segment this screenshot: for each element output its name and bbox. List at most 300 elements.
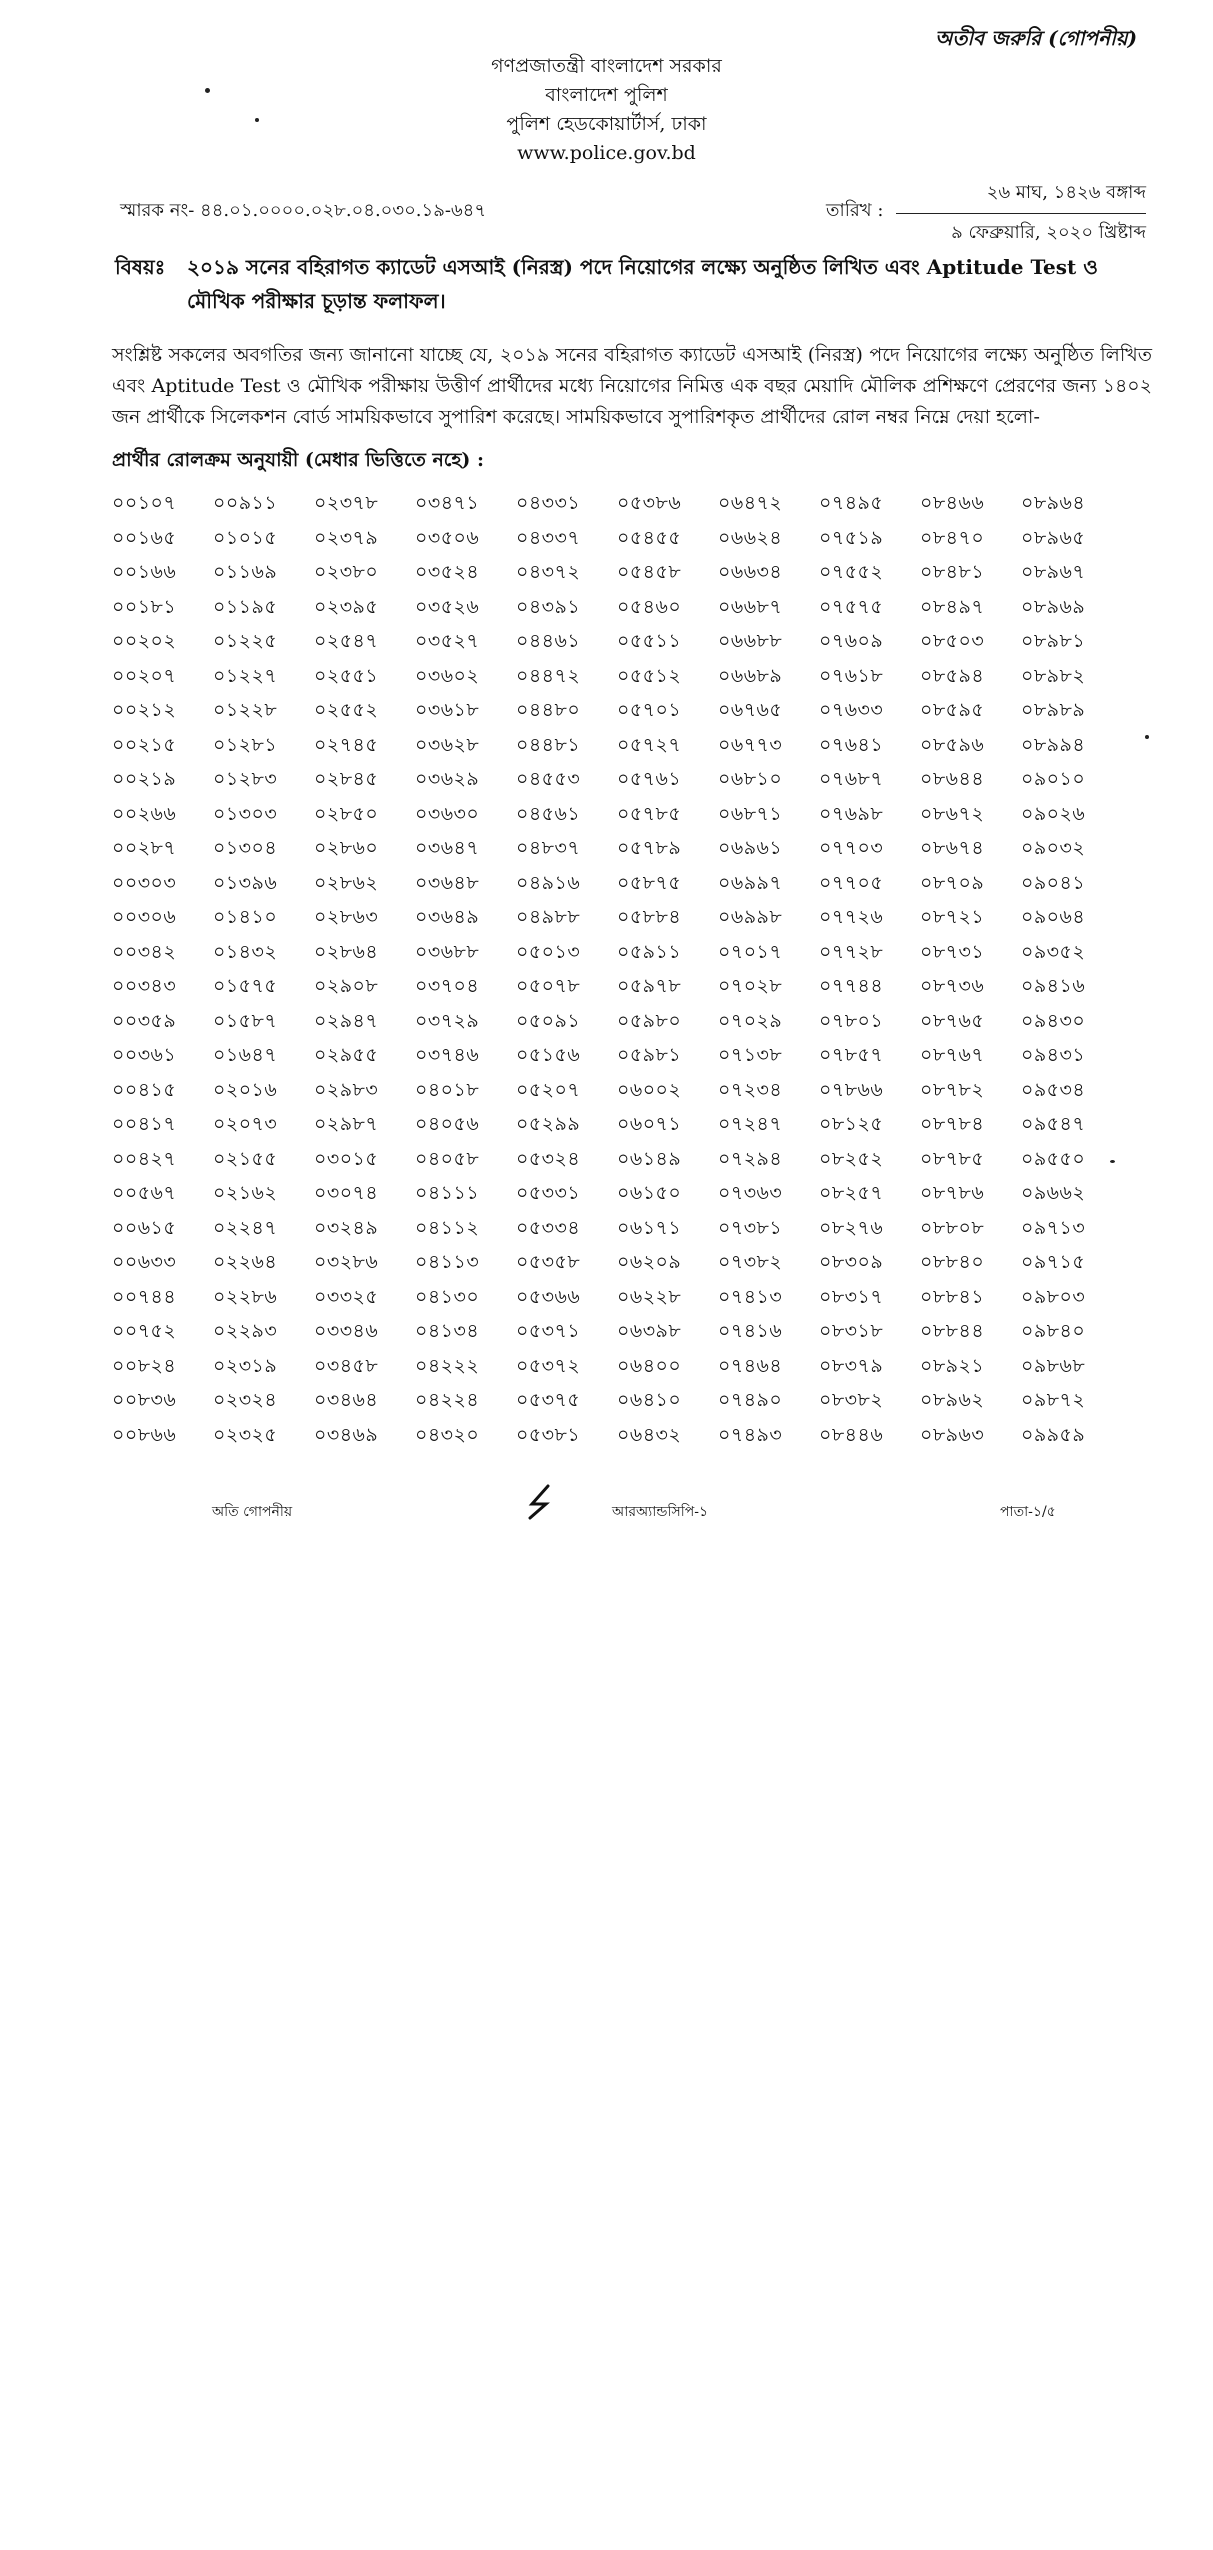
roll-number: ০০৩০৬	[112, 906, 177, 929]
roll-number: ০৩৭৪৬	[415, 1044, 480, 1067]
roll-number: ০২৯৫৫	[314, 1044, 379, 1067]
roll-number: ০৭৭০৫	[819, 871, 884, 894]
roll-number: ০৯০৬৪	[1021, 906, 1086, 929]
roll-number: ০৮৯৬৩	[920, 1423, 985, 1446]
roll-number: ০২২৪৭	[213, 1216, 278, 1239]
roll-number: ০৬২০৯	[617, 1251, 682, 1274]
roll-row	[112, 1144, 1122, 1179]
roll-number: ০২৮৬২	[314, 871, 379, 894]
roll-number: ০৩৫২৬	[415, 595, 480, 618]
roll-number: ০৯৩৫২	[1021, 940, 1086, 963]
roll-number: ০৭০১৭	[718, 940, 783, 963]
roll-number: ০৩৬৪৭	[415, 837, 480, 860]
roll-number: ০৪৯১৬	[516, 871, 581, 894]
roll-number: ০৫৩৮৬	[617, 492, 682, 515]
roll-number: ০৫৯৮০	[617, 1009, 682, 1032]
roll-number: ০৪৩২০	[415, 1423, 480, 1446]
roll-row	[112, 868, 1122, 903]
roll-number: ০৮৭৮৬	[920, 1182, 985, 1205]
roll-number: ০২৯৪৭	[314, 1009, 379, 1032]
scan-speck	[205, 88, 210, 93]
roll-number: ০৯৪১৬	[1021, 975, 1086, 998]
roll-row	[112, 1420, 1122, 1455]
roll-number: ০৪০৫৬	[415, 1113, 480, 1136]
scan-speck	[255, 118, 259, 122]
roll-row	[112, 1006, 1122, 1041]
roll-number: ০২৫৪৭	[314, 630, 379, 653]
roll-number: ০০২১৫	[112, 733, 177, 756]
classification-top: অতীব জরুরি (গোপনীয়)	[935, 26, 1138, 50]
roll-number: ০৬৮৭১	[718, 802, 783, 825]
roll-row	[112, 1075, 1122, 1110]
roll-number: ০০৮২৪	[112, 1354, 177, 1377]
roll-number: ০৭৩৮১	[718, 1216, 783, 1239]
roll-number: ০০৩৪২	[112, 940, 177, 963]
roll-number: ০৬১৫০	[617, 1182, 682, 1205]
roll-number: ০৪৩৭২	[516, 561, 581, 584]
roll-row	[112, 626, 1122, 661]
roll-number: ০৯৪৩০	[1021, 1009, 1086, 1032]
roll-number: ০৮৬৭২	[920, 802, 985, 825]
roll-number: ০৭৫৫২	[819, 561, 884, 584]
roll-row	[112, 1040, 1122, 1075]
roll-row	[112, 937, 1122, 972]
roll-number: ০৮৯৬২	[920, 1389, 985, 1412]
roll-number: ০৫৩৭২	[516, 1354, 581, 1377]
roll-number: ০২২৬৪	[213, 1251, 278, 1274]
roll-number: ০৮৫৯৬	[920, 733, 985, 756]
roll-number: ০৮৯৯৪	[1021, 733, 1086, 756]
roll-number: ০৬৪১০	[617, 1389, 682, 1412]
roll-number: ০৫০১৩	[516, 940, 581, 963]
scan-speck	[1110, 1160, 1115, 1163]
roll-number: ০৭৭২৬	[819, 906, 884, 929]
footer-section-code: আরঅ্যান্ডসিপি-১	[612, 1504, 709, 1520]
roll-number: ০৫৭৬১	[617, 768, 682, 791]
roll-number: ০৪৫৫৩	[516, 768, 581, 791]
footer-classification: অতি গোপনীয়	[212, 1504, 293, 1520]
roll-number: ০৩৫২৪	[415, 561, 480, 584]
roll-number: ০৯৫৫০	[1021, 1147, 1086, 1170]
roll-number: ০৪৩৯১	[516, 595, 581, 618]
roll-row	[112, 1316, 1122, 1351]
roll-number: ০৮৩৭৯	[819, 1354, 884, 1377]
roll-number: ০৬৪০০	[617, 1354, 682, 1377]
roll-number: ০৭৪১৩	[718, 1285, 783, 1308]
roll-number: ০৭৫১৯	[819, 526, 884, 549]
roll-row	[112, 833, 1122, 868]
roll-number: ০২৮৪৫	[314, 768, 379, 791]
roll-number: ০০৪১৫	[112, 1078, 177, 1101]
roll-number: ০৭২৩৪	[718, 1078, 783, 1101]
roll-number: ০৮৪৬৬	[920, 492, 985, 515]
roll-number: ০৪২২৪	[415, 1389, 480, 1412]
roll-number: ০২৩৭৯	[314, 526, 379, 549]
roll-number: ০৫৩৭১	[516, 1320, 581, 1343]
roll-number: ০৫৪৫৮	[617, 561, 682, 584]
roll-number: ০৫৩৫৮	[516, 1251, 581, 1274]
subject-label: বিষয়ঃ	[115, 255, 166, 279]
roll-row	[112, 1109, 1122, 1144]
roll-number: ০৭৬৮৭	[819, 768, 884, 791]
roll-number: ০৭৭২৮	[819, 940, 884, 963]
roll-number: ০৭৮০১	[819, 1009, 884, 1032]
roll-number: ০৯৭১৫	[1021, 1251, 1086, 1274]
roll-number: ০০২৬৬	[112, 802, 177, 825]
roll-number: ০৩৬৮৮	[415, 940, 480, 963]
roll-number: ০৬৬৮৭	[718, 595, 783, 618]
roll-number: ০৮৮৪০	[920, 1251, 985, 1274]
roll-number: ০৯৮০৩	[1021, 1285, 1086, 1308]
roll-number: ০৪৪৮০	[516, 699, 581, 722]
office-name: পুলিশ হেডকোয়ার্টার্স, ঢাকা	[506, 113, 707, 135]
roll-number: ০৩৫২৭	[415, 630, 480, 653]
roll-number: ০৮৮৪৪	[920, 1320, 985, 1343]
roll-number: ০৪১১১	[415, 1182, 480, 1205]
roll-number: ০৮৫৯৪	[920, 664, 985, 687]
roll-number: ০৬৮১০	[718, 768, 783, 791]
roll-number: ০২৭৪৫	[314, 733, 379, 756]
roll-number: ০০১৬৫	[112, 526, 177, 549]
roll-number: ০৩৬৩০	[415, 802, 480, 825]
roll-number: ০৩০৭৪	[314, 1182, 379, 1205]
letterhead	[0, 52, 1213, 168]
roll-number: ০৩২৮৬	[314, 1251, 379, 1274]
roll-number: ০৪১৩৪	[415, 1320, 480, 1343]
roll-number: ০৬৬৩৪	[718, 561, 783, 584]
roll-number: ০৫৭২৭	[617, 733, 682, 756]
roll-number: ০০৯১১	[213, 492, 278, 515]
roll-number: ০৪০৫৮	[415, 1147, 480, 1170]
government-name: গণপ্রজাতন্ত্রী বাংলাদেশ সরকার	[491, 55, 722, 77]
roll-number: ০২৯৮৭	[314, 1113, 379, 1136]
roll-number: ০২১৬২	[213, 1182, 278, 1205]
roll-number: ০২৮৫০	[314, 802, 379, 825]
roll-number: ০৭৭৪৪	[819, 975, 884, 998]
roll-number: ০০৬১৫	[112, 1216, 177, 1239]
roll-number: ০৫৮৭৫	[617, 871, 682, 894]
roll-number: ০৫৭৮৯	[617, 837, 682, 860]
roll-number: ০৬৯৯৭	[718, 871, 783, 894]
roll-number: ০৯০২৬	[1021, 802, 1086, 825]
roll-number: ০৮৭২১	[920, 906, 985, 929]
roll-row	[112, 1385, 1122, 1420]
roll-row	[112, 1178, 1122, 1213]
roll-number: ০৭৬৪১	[819, 733, 884, 756]
roll-number: ০২৫৫২	[314, 699, 379, 722]
roll-number: ০৩৬১৮	[415, 699, 480, 722]
roll-row	[112, 488, 1122, 523]
roll-number: ০১০১৫	[213, 526, 278, 549]
roll-number: ০১২৮১	[213, 733, 278, 756]
roll-number: ০০৪১৭	[112, 1113, 177, 1136]
roll-number: ০১৫৭৫	[213, 975, 278, 998]
roll-number: ০১৩০৪	[213, 837, 278, 860]
roll-number: ০৮৯৮১	[1021, 630, 1086, 653]
roll-number: ০৯০১০	[1021, 768, 1086, 791]
roll-number: ০৩৪৬৯	[314, 1423, 379, 1446]
roll-number: ০৮৯৮২	[1021, 664, 1086, 687]
roll-number: ০৪২২২	[415, 1354, 480, 1377]
roll-number: ০০১০৭	[112, 492, 177, 515]
roll-number: ০৬২২৮	[617, 1285, 682, 1308]
roll-number: ০১১৯৫	[213, 595, 278, 618]
roll-number: ০৭৪৯০	[718, 1389, 783, 1412]
roll-number: ০৭১৩৮	[718, 1044, 783, 1067]
roll-row	[112, 1351, 1122, 1386]
subject-text: ২০১৯ সনের বহিরাগত ক্যাডেট এসআই (নিরস্ত্র) পদে নিয়োগের লক্ষ্যে অনুষ্ঠিত লিখিত এবং Aptitude Test ও মৌখিক পরীক্ষার চূড়ান্ত ফলাফল।	[187, 255, 1098, 313]
roll-number: ০০৭৪৪	[112, 1285, 177, 1308]
roll-number: ০৫৭০১	[617, 699, 682, 722]
roll-number: ০৬৪৭২	[718, 492, 783, 515]
roll-number: ০৪৪৭২	[516, 664, 581, 687]
roll-number: ০৫৪৫৫	[617, 526, 682, 549]
roll-number: ০৫৫১১	[617, 630, 682, 653]
roll-number: ০৯৫৩৪	[1021, 1078, 1086, 1101]
roll-number: ০৮৫০৩	[920, 630, 985, 653]
roll-number: ০৮৪৭০	[920, 526, 985, 549]
roll-number: ০০২০২	[112, 630, 177, 653]
subject	[115, 250, 1155, 318]
roll-number: ০৯৭১৩	[1021, 1216, 1086, 1239]
roll-number: ০৮৬৭৪	[920, 837, 985, 860]
roll-number: ০৫৯১১	[617, 940, 682, 963]
roll-number: ০৩৩২৫	[314, 1285, 379, 1308]
roll-number: ০৯৪৩১	[1021, 1044, 1086, 1067]
roll-number: ০০২০৭	[112, 664, 177, 687]
roll-row	[112, 902, 1122, 937]
roll-number: ০৩৬৪৮	[415, 871, 480, 894]
roll-number: ০৬১৪৯	[617, 1147, 682, 1170]
roll-row	[112, 1213, 1122, 1248]
roll-number: ০৮৭৩৬	[920, 975, 985, 998]
roll-number: ০৭৬৩৩	[819, 699, 884, 722]
roll-row	[112, 1247, 1122, 1282]
roll-number: ০০১৮১	[112, 595, 177, 618]
roll-number: ০২৩৮০	[314, 561, 379, 584]
roll-number: ০৩৪৬৪	[314, 1389, 379, 1412]
roll-number: ০৩৪৭১	[415, 492, 480, 515]
roll-row	[112, 799, 1122, 834]
date-bangla: ২৬ মাঘ, ১৪২৬ বঙ্গাব্দ	[896, 178, 1146, 214]
roll-number: ০৭৩৬৩	[718, 1182, 783, 1205]
roll-number: ০৩৬৪৯	[415, 906, 480, 929]
roll-number: ০০৩৫৯	[112, 1009, 177, 1032]
roll-number: ০৬৪৩২	[617, 1423, 682, 1446]
roll-number: ০৫০৭৮	[516, 975, 581, 998]
roll-number: ০৫৫১২	[617, 664, 682, 687]
roll-number: ০৫৯৮১	[617, 1044, 682, 1067]
roll-number: ০৩৬০২	[415, 664, 480, 687]
roll-number: ০২৮৬০	[314, 837, 379, 860]
roll-number: ০৮৭০৯	[920, 871, 985, 894]
roll-number: ০৪৯৮৮	[516, 906, 581, 929]
roll-number: ০০২১২	[112, 699, 177, 722]
roll-number: ০৮২৫২	[819, 1147, 884, 1170]
roll-number: ০৬১৭১	[617, 1216, 682, 1239]
roll-number: ০৮৯৬৫	[1021, 526, 1086, 549]
roll-number: ০৮৭৩১	[920, 940, 985, 963]
roll-number: ০২৩২৪	[213, 1389, 278, 1412]
roll-number: ০৫২০৭	[516, 1078, 581, 1101]
roll-number: ০৬০৭১	[617, 1113, 682, 1136]
roll-number: ০৮৯৬৭	[1021, 561, 1086, 584]
roll-number: ০৭৬০৯	[819, 630, 884, 653]
roll-number: ০১২২৫	[213, 630, 278, 653]
roll-number: ০৩৫০৬	[415, 526, 480, 549]
roll-number: ০০৬৩৩	[112, 1251, 177, 1274]
roll-number: ০৬৬৮৮	[718, 630, 783, 653]
roll-number: ০৭০২৮	[718, 975, 783, 998]
roll-number: ০৪৮৩৭	[516, 837, 581, 860]
roll-number: ০৯৯৫৯	[1021, 1423, 1086, 1446]
roll-row	[112, 661, 1122, 696]
roll-number: ০৭৪১৬	[718, 1320, 783, 1343]
roll-number: ০৮৯৮৯	[1021, 699, 1086, 722]
roll-number: ০১১৬৯	[213, 561, 278, 584]
roll-number: ০৮৮০৮	[920, 1216, 985, 1239]
website-link[interactable]: www.police.gov.bd	[517, 142, 696, 164]
roll-number: ০৫৩২৪	[516, 1147, 581, 1170]
roll-number: ০৮৪৮১	[920, 561, 985, 584]
roll-row	[112, 695, 1122, 730]
body-paragraph: সংশ্লিষ্ট সকলের অবগতির জন্য জানানো যাচ্ছে যে, ২০১৯ সনের বহিরাগত ক্যাডেট এসআই (নিরস্ত্র) পদে নিয়োগের লক্ষ্যে অনুষ্ঠিত লিখিত এবং Aptitude Test ও মৌখিক পরীক্ষায় উত্তীর্ণ প্রার্থীদের মধ্যে নিয়োগের নিমিত্ত এক বছর মেয়াদি মৌলিক প্রশিক্ষণে প্রেরণের জন্য ১৪০২ জন প্রার্থীকে সিলেকশন বোর্ড সাময়িকভাবে সুপারিশ করেছে। সাময়িকভাবে সুপারিশকৃত প্রার্থীদের রোল নম্বর নিম্নে দেয়া হলো-	[112, 344, 1152, 428]
roll-number: ০০৮৩৬	[112, 1389, 177, 1412]
scan-speck	[1145, 735, 1149, 739]
roll-number: ০৮৭৬৭	[920, 1044, 985, 1067]
memo-number: স্মারক নং- ৪৪.০১.০০০০.০২৮.০৪.০৩০.১৯-৬৪৭	[120, 200, 487, 221]
roll-number: ০১৩০৩	[213, 802, 278, 825]
roll-number: ০৬৯৯৮	[718, 906, 783, 929]
roll-number: ০১৩৯৬	[213, 871, 278, 894]
footer-page-number: পাতা-১/৫	[1000, 1504, 1056, 1520]
roll-number: ০৭৪৯৫	[819, 492, 884, 515]
roll-number: ০৯৮৭২	[1021, 1389, 1086, 1412]
roll-number: ০৩৭০৪	[415, 975, 480, 998]
roll-number: ০৭২৯৪	[718, 1147, 783, 1170]
roll-number: ০৩২৪৯	[314, 1216, 379, 1239]
roll-number: ০৩৪৫৮	[314, 1354, 379, 1377]
roll-number: ০৪১১২	[415, 1216, 480, 1239]
roll-number: ০৪১৩০	[415, 1285, 480, 1308]
date-label: তারিখ :	[826, 200, 884, 221]
roll-number: ০৭৮৬৬	[819, 1078, 884, 1101]
roll-number: ০৯৬৬২	[1021, 1182, 1086, 1205]
roll-number: ০০২৮৭	[112, 837, 177, 860]
roll-number: ০০৫৬৭	[112, 1182, 177, 1205]
roll-number: ০৮৯৬৪	[1021, 492, 1086, 515]
roll-number: ০১৫৮৭	[213, 1009, 278, 1032]
roll-number: ০৮৭৮২	[920, 1078, 985, 1101]
roll-number: ০৮৫৯৫	[920, 699, 985, 722]
roll-number: ০৮২৭৬	[819, 1216, 884, 1239]
roll-number: ০২৯০৮	[314, 975, 379, 998]
roll-number: ০৪৪৬১	[516, 630, 581, 653]
roll-number: ০৯৮৪০	[1021, 1320, 1086, 1343]
roll-number: ০৮৯৬৯	[1021, 595, 1086, 618]
roll-number: ০৯৫৪৭	[1021, 1113, 1086, 1136]
roll-number: ০৬৬২৪	[718, 526, 783, 549]
roll-number: ০৭৬৯৮	[819, 802, 884, 825]
roll-number: ০৯০৪১	[1021, 871, 1086, 894]
roll-number: ০৮৩৮২	[819, 1389, 884, 1412]
roll-number: ০৮২৫৭	[819, 1182, 884, 1205]
roll-number: ০৩৩৪৬	[314, 1320, 379, 1343]
roll-number: ০২০১৬	[213, 1078, 278, 1101]
roll-number: ০২৩১৯	[213, 1354, 278, 1377]
signature-mark	[520, 1482, 560, 1522]
roll-number: ০৮৩১৮	[819, 1320, 884, 1343]
roll-number: ০৫৩৩১	[516, 1182, 581, 1205]
roll-row	[112, 592, 1122, 627]
roll-row	[112, 764, 1122, 799]
roll-number: ০৭৩৮২	[718, 1251, 783, 1274]
roll-number: ০২১৫৫	[213, 1147, 278, 1170]
roll-number: ০৮৯২১	[920, 1354, 985, 1377]
roll-row	[112, 971, 1122, 1006]
roll-number: ০৬৩৯৮	[617, 1320, 682, 1343]
roll-number: ০৭৫৭৫	[819, 595, 884, 618]
roll-number: ০৭৪৯৩	[718, 1423, 783, 1446]
roll-number: ০১২২৮	[213, 699, 278, 722]
roll-number: ০৫২৯৯	[516, 1113, 581, 1136]
roll-number: ০৭৬১৮	[819, 664, 884, 687]
roll-number: ০০৩০৩	[112, 871, 177, 894]
roll-number: ০৮৭৬৫	[920, 1009, 985, 1032]
roll-row	[112, 557, 1122, 592]
roll-number: ০৪৩৩১	[516, 492, 581, 515]
roll-number: ০৫৮৮৪	[617, 906, 682, 929]
roll-number: ০৪৩৩৭	[516, 526, 581, 549]
department-name: বাংলাদেশ পুলিশ	[545, 84, 668, 106]
roll-number: ০২৮৬৪	[314, 940, 379, 963]
roll-number: ০৮১২৫	[819, 1113, 884, 1136]
roll-number: ০৮৭৮৪	[920, 1113, 985, 1136]
date-block	[896, 178, 1146, 249]
roll-number-table	[112, 488, 1122, 1454]
roll-number: ০৬৭৬৫	[718, 699, 783, 722]
roll-number: ০৯০৩২	[1021, 837, 1086, 860]
roll-number: ০২২৯৩	[213, 1320, 278, 1343]
roll-number: ০৫৩৮১	[516, 1423, 581, 1446]
roll-number: ০৫১৫৬	[516, 1044, 581, 1067]
roll-number: ০৫৩৩৪	[516, 1216, 581, 1239]
roll-number: ০৬০০২	[617, 1078, 682, 1101]
roll-number: ০৯৮৬৮	[1021, 1354, 1086, 1377]
roll-number: ০১২৮৩	[213, 768, 278, 791]
roll-number: ০২২৮৬	[213, 1285, 278, 1308]
roll-number: ০১২২৭	[213, 664, 278, 687]
roll-number: ০৩৬২৯	[415, 768, 480, 791]
roll-number: ০১৬৪৭	[213, 1044, 278, 1067]
roll-number: ০০৪২৭	[112, 1147, 177, 1170]
roll-number: ০৭৭০৩	[819, 837, 884, 860]
roll-number: ০৬৭৭৩	[718, 733, 783, 756]
roll-number: ০৫৩৬৬	[516, 1285, 581, 1308]
roll-number: ০০৭৫২	[112, 1320, 177, 1343]
roll-number: ০৬৬৮৯	[718, 664, 783, 687]
roll-row	[112, 730, 1122, 765]
roll-number: ০৫৭৮৫	[617, 802, 682, 825]
list-heading: প্রার্থীর রোলক্রম অনুযায়ী (মেধার ভিত্তিতে নহে) :	[112, 449, 485, 471]
roll-number: ০২৩৯৫	[314, 595, 379, 618]
roll-number: ০২৩৭৮	[314, 492, 379, 515]
roll-number: ০৩০১৫	[314, 1147, 379, 1170]
roll-number: ০৮৪৪৬	[819, 1423, 884, 1446]
roll-number: ০১৪১০	[213, 906, 278, 929]
roll-number: ০৮৭৮৫	[920, 1147, 985, 1170]
roll-number: ০৫৪৬০	[617, 595, 682, 618]
